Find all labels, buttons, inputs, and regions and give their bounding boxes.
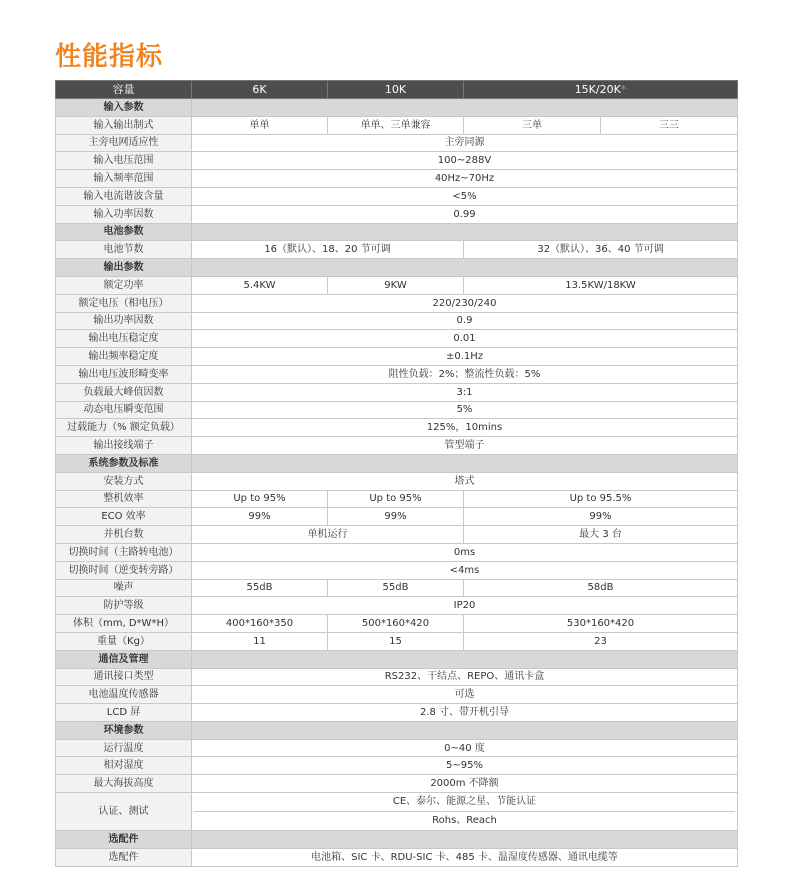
cell-10k: 9KW — [328, 276, 464, 294]
row-value: 5~95% — [192, 757, 738, 775]
cell-6k: 5.4KW — [192, 276, 328, 294]
row-value: 塔式 — [192, 472, 738, 490]
header-15k-20k: 15K/20K* — [464, 81, 738, 99]
row-label: ECO 效率 — [56, 508, 192, 526]
row-value: 0.99 — [192, 205, 738, 223]
row-label: 额定电压（相电压） — [56, 294, 192, 312]
row-label: 并机台数 — [56, 526, 192, 544]
table-row — [56, 543, 738, 561]
section-title: 电池参数 — [56, 223, 192, 241]
cell-15k: 32（默认）、36、40 节可调 — [464, 241, 738, 259]
table-row — [56, 365, 738, 383]
row-label: 输入电压范围 — [56, 152, 192, 170]
asterisk-mark: * — [620, 83, 627, 96]
cell-15k: 最大 3 台 — [464, 526, 738, 544]
table-row — [56, 312, 738, 330]
cell-15k-b: 三三 — [601, 116, 738, 134]
page-title: 性能指标 — [55, 42, 164, 72]
row-label: 输入电流谐波含量 — [56, 187, 192, 205]
row-label: 输入功率因数 — [56, 205, 192, 223]
section-title: 环境参数 — [56, 721, 192, 739]
cell-6k: 99% — [192, 508, 328, 526]
table-row — [56, 668, 738, 686]
section-title: 选配件 — [56, 831, 192, 849]
row-value: 125%，10mins — [192, 419, 738, 437]
row-value: 主旁同源 — [192, 134, 738, 152]
cell-6k: 55dB — [192, 579, 328, 597]
row-value: <4ms — [192, 561, 738, 579]
table-row — [56, 632, 738, 650]
table-row — [56, 348, 738, 366]
row-value: 管型端子 — [192, 437, 738, 455]
row-value: 40Hz~70Hz — [192, 170, 738, 188]
row-label: 电池节数 — [56, 241, 192, 259]
row-value: 2.8 寸、带开机引导 — [192, 704, 738, 722]
row-label: 防护等级 — [56, 597, 192, 615]
row-value: 3:1 — [192, 383, 738, 401]
section-title: 通信及管理 — [56, 650, 192, 668]
row-value: RS232、干结点、REPO、通讯卡盒 — [192, 668, 738, 686]
cell-15k: 13.5KW/18KW — [464, 276, 738, 294]
table-row — [56, 276, 738, 294]
row-label: 动态电压瞬变范围 — [56, 401, 192, 419]
section-input — [56, 99, 738, 117]
cell-10k: 99% — [328, 508, 464, 526]
row-value: ±0.1Hz — [192, 348, 738, 366]
header-10k: 10K — [328, 81, 464, 99]
row-label: 电池温度传感器 — [56, 686, 192, 704]
row-value: <5% — [192, 187, 738, 205]
row-value: 可选 — [192, 686, 738, 704]
row-label: 输入频率范围 — [56, 170, 192, 188]
row-label: 负载最大峰值因数 — [56, 383, 192, 401]
cell-10k: 15 — [328, 632, 464, 650]
row-label: 整机效率 — [56, 490, 192, 508]
cell-6k: 单单 — [192, 116, 328, 134]
row-label: 输出功率因数 — [56, 312, 192, 330]
row-label: 噪声 — [56, 579, 192, 597]
table-row — [56, 330, 738, 348]
cell-6k: 400*160*350 — [192, 615, 328, 633]
cell-15k: 58dB — [464, 579, 738, 597]
table-row — [56, 437, 738, 455]
section-title: 系统参数及标准 — [56, 454, 192, 472]
table-row — [56, 526, 738, 544]
table-row — [56, 686, 738, 704]
cell-10k: 500*160*420 — [328, 615, 464, 633]
row-label: 输出接线端子 — [56, 437, 192, 455]
table-row — [56, 383, 738, 401]
row-label: 相对湿度 — [56, 757, 192, 775]
section-battery — [56, 223, 738, 241]
cell-10k: Up to 95% — [328, 490, 464, 508]
table-row — [56, 134, 738, 152]
row-label: 通讯接口类型 — [56, 668, 192, 686]
table-row — [56, 615, 738, 633]
row-label: 输入输出制式 — [56, 116, 192, 134]
cell-10k: 55dB — [328, 579, 464, 597]
table-row — [56, 472, 738, 490]
row-value: 220/230/240 — [192, 294, 738, 312]
table-row — [56, 490, 738, 508]
table-row — [56, 597, 738, 615]
table-row — [56, 187, 738, 205]
row-label: 过载能力（% 额定负载） — [56, 419, 192, 437]
row-label: 重量（Kg） — [56, 632, 192, 650]
table-row — [56, 579, 738, 597]
spec-table — [55, 80, 738, 867]
table-row — [56, 116, 738, 134]
row-value: 2000m 不降额 — [192, 775, 738, 793]
cell-6k: Up to 95% — [192, 490, 328, 508]
cell-15k-a: 三单 — [464, 116, 601, 134]
table-row — [56, 757, 738, 775]
table-row — [56, 848, 738, 866]
section-title: 输出参数 — [56, 259, 192, 277]
row-value: 0ms — [192, 543, 738, 561]
row-label: 最大海拔高度 — [56, 775, 192, 793]
header-capacity: 容量 — [56, 81, 192, 99]
cell-15k: Up to 95.5% — [464, 490, 738, 508]
cert-line: Rohs、Reach — [432, 815, 497, 827]
table-row — [56, 205, 738, 223]
row-label: 选配件 — [56, 848, 192, 866]
section-comm — [56, 650, 738, 668]
row-value: 0.01 — [192, 330, 738, 348]
table-row — [56, 170, 738, 188]
row-label: 输出电压波形畸变率 — [56, 365, 192, 383]
table-row — [56, 793, 738, 831]
row-label: 额定功率 — [56, 276, 192, 294]
row-label: 体积（mm, D*W*H） — [56, 615, 192, 633]
row-label: 安装方式 — [56, 472, 192, 490]
table-row — [56, 775, 738, 793]
cell-10k: 单单、三单兼容 — [328, 116, 464, 134]
cell-15k: 99% — [464, 508, 738, 526]
table-row — [56, 508, 738, 526]
header-6k: 6K — [192, 81, 328, 99]
row-value: 100~288V — [192, 152, 738, 170]
row-label: 主旁电网适应性 — [56, 134, 192, 152]
section-output — [56, 259, 738, 277]
row-label: 认证、测试 — [56, 793, 192, 831]
row-value — [192, 793, 738, 831]
table-row — [56, 241, 738, 259]
cell-6k-10k: 单机运行 — [192, 526, 464, 544]
section-env — [56, 721, 738, 739]
table-row — [56, 739, 738, 757]
row-label: 运行温度 — [56, 739, 192, 757]
row-value: IP20 — [192, 597, 738, 615]
header-row — [56, 81, 738, 99]
table-row — [56, 561, 738, 579]
row-label: 切换时间（逆变转旁路） — [56, 561, 192, 579]
section-system — [56, 454, 738, 472]
row-value: 电池箱、SIC 卡、RDU-SIC 卡、485 卡、温湿度传感器、通讯电缆等 — [192, 848, 738, 866]
row-value: 阻性负载：2%；整流性负载：5% — [192, 365, 738, 383]
table-row — [56, 419, 738, 437]
cell-6k: 11 — [192, 632, 328, 650]
row-label: 输出频率稳定度 — [56, 348, 192, 366]
table-row — [56, 152, 738, 170]
table-row — [56, 294, 738, 312]
row-value: 5% — [192, 401, 738, 419]
row-value: 0.9 — [192, 312, 738, 330]
section-options — [56, 831, 738, 849]
row-label: 切换时间（主路转电池） — [56, 543, 192, 561]
row-label: 输出电压稳定度 — [56, 330, 192, 348]
table-row — [56, 704, 738, 722]
cell-6k-10k: 16（默认）、18、20 节可调 — [192, 241, 464, 259]
cell-15k: 530*160*420 — [464, 615, 738, 633]
table-row — [56, 401, 738, 419]
cell-15k: 23 — [464, 632, 738, 650]
cert-line: CE、泰尔、能源之星、节能认证 — [194, 793, 735, 812]
row-label: LCD 屏 — [56, 704, 192, 722]
section-title: 输入参数 — [56, 99, 192, 117]
row-value: 0~40 度 — [192, 739, 738, 757]
